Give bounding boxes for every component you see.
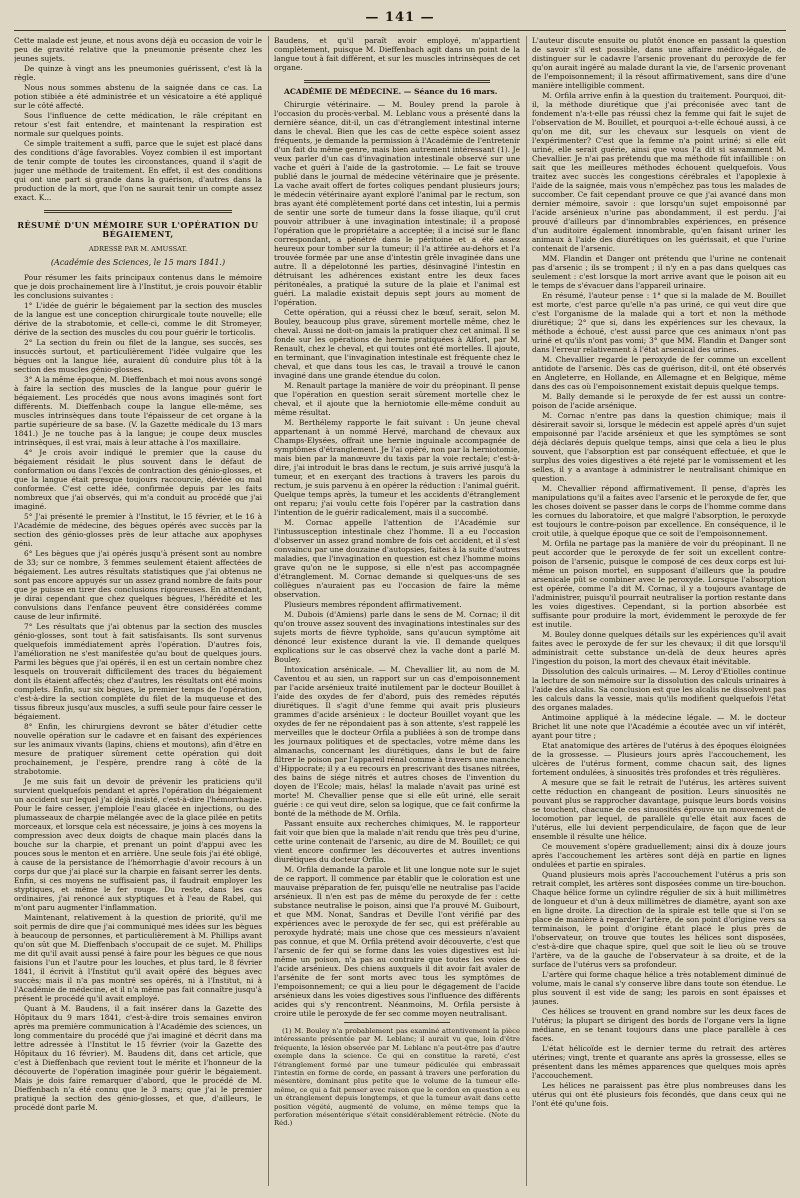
paragraph: M. Bouley donne quelques détails sur les expériences qu'il avait faites avec le peroxyde de fer sur les chevaux; il dit que lorsqu'il administrait cette substance un-delà de deux heures après l'ingestion du poison, la mort des chevaux était inévitable. <box>532 630 786 666</box>
paragraph: Baudens, et qu'il paraît avoir employé, m'appartient complètement, puisque M. Dieffenbach agit dans un point de la langue tout à fait différent, et sur les muscles intrinsèques de cet organe. <box>274 36 520 72</box>
paragraph: M. Chevallier répond affirmativement. Il pense, d'après les manipulations qu'il a faites avec l'arsenic et le peroxyde de fer, que les choses doivent se passer dans le corps de l'homme comme dans les cornues du laboratoire, et que malgré l'absorption, le peroxyde est toujours le contre-poison par excellence. En conséquence, il le croit utile, à quelque époque que ce soit de l'empoisonnement. <box>532 484 786 538</box>
column-divider <box>268 36 269 1186</box>
paragraph: L'auteur discute ensuite ou plutôt énonce en passant la question de savoir s'il est possible, dans une affaire médico-légale, de distinguer sur le cadavre l'arsenic provenant du peroxyde de fer qu'on aurait ingéré au malade durant la vie, de l'arsenic provenant de l'empoisonnement; il la résout affirmativement, sans dire d'une manière intelligible comment. <box>532 36 786 90</box>
footnote-separator <box>344 1022 450 1023</box>
paragraph: Chirurgie vétérinaire. — M. Bouley prend la parole à l'occasion du procès-verbal. M. Leblanc vous a présenté dans la dernière séance, dit-il, un cas d'étranglement intestinal interne dans le cheval. Bien que les cas de cette espèce soient assez fréquents, je demande la permission à l'Académie de l'entretenir d'un fait du même genre, mais bien autrement intéressant (1). Je veux parler d'un cas d'invagination intestinale observé sur une vache et guéri à l'aide de la gastrotomie. — Le fait se trouve publié dans le journal de médecine vétérinaire que je présente. La vache avait offert de fortes coliques pendant plusieurs jours; le médecin vétérinaire ayant exploré l'animal par le rectum, son bras ayant été complètement porté dans cet intestin, lui a permis de sentir une sorte de tumeur dans la fosse iliaque, qu'il crut pouvoir attribuer à une invagination intestinale; il a proposé l'opération que le propriétaire a acceptée; il a incisé sur le flanc correspondant, a pénétré dans le péritoine et a été assez heureux pour tomber sur la tumeur; il l'a attirée au-dehors et l'a trouvée formée par une anse d'intestin grêle invaginée dans une autre. Il a dépelotonné les parties, désinvaginé l'intestin en détruisant les adhérences existant entre les deux faces péritonéales, a pratiqué la suture de la plaie et l'animal est guéri. La maladie existait depuis sept jours au moment de l'opération. <box>274 100 520 307</box>
column-1 <box>14 36 262 1186</box>
paragraph: M. Orfila ne partage pas la manière de voir du préopinant. Il ne peut accorder que le peroxyde de fer soit un excellent contre-poison de l'arsenic, puisque le composé de ces deux corps est lui-même un poison mortel, en supposant d'ailleurs que la poudre arsenicale pût se combiner avec le peroxyde. Lorsque l'absorption est opérée, comme l'a dit M. Cornac, il y a toujours avantage de l'administrer, puisqu'il pourrait neutraliser la portion restante dans les voies digestives. Cependant, si la portion absorbée est suffisante pour produire la mort, évidemment le peroxyde de fer est inutile. <box>532 539 786 629</box>
paragraph: M. Cornac appelle l'attention de l'Académie sur l'intussusception intestinale chez l'homme. Il a eu l'occasion d'observer un assez grand nombre de fois cet accident, et il s'est convaincu par une douzaine d'autopsies, faites à la suite d'autres maladies, que l'invagination en question est chez l'homme moins grave qu'on ne le suppose, si elle n'est pas accompagnée d'étranglement. M. Cornac demande si quelques-uns de ses collègues n'auraient pas eu l'occasion de faire la même observation. <box>274 518 520 599</box>
paragraph: 5° J'ai présenté le premier à l'Institut, le 15 février, et le 16 à l'Académie de médecine, des bègues opérés avec succès par la section des génio-glosses près de leur attache aux apophyses géni. <box>14 512 262 548</box>
paragraph: Cette opération, qui a réussi chez le bœuf, serait, selon M. Bouley, beaucoup plus grave, sûrement mortelle même, chez le cheval. Aussi ne doit-on jamais la pratiquer chez cet animal. Il se fonde sur les opérations de hernie pratiquées à Alfort, par M. Renault, chez le cheval, et qui toutes ont été mortelles. Il ajoute, en terminant, que l'invagination intestinale est fréquente chez le cheval, et que dans tous les cas, le travail a trouvé le canon invaginé dans une grande étendue du colon. <box>274 308 520 380</box>
paragraph: M. Orfila arrive enfin à la question du traitement. Pourquoi, dit-il, la méthode diurétique que j'ai préconisée avec tant de fondement n'a-t-elle pas réussi chez la femme qui fait le sujet de l'observation de M. Bouillet, et pourquoi a-t-elle échoué aussi, à ce qu'on me dit, sur les chevaux sur lesquels on vient de l'expérimenter? C'est que la femme n'a point uriné; si elle eût uriné, elle serait guérie, ainsi que vous l'a dit si savamment M. Chevallier. Je n'ai pas prétendu que ma méthode fût infaillible : on sait que les meilleures méthodes échouent quelquefois. Vous traitez avec succès les congestions cérébrales et l'apoplexie à l'aide de la saignée, mais vous n'empêchez pas tous les malades de succomber. Ce fait cependant prouve ce que j'ai avancé dans mon dernier mémoire, savoir : que lorsqu'un sujet empoisonné par l'acide arsénieux n'urine pas abondamment, il est perdu. J'ai prouvé d'ailleurs par d'innombrables expériences, en présence d'un auditoire également innombrable, qu'en faisant uriner les animaux à l'aide des diurétiques on les guérissait, et que l'urine contenait de l'arsenic. <box>532 91 786 253</box>
paragraph: Ce mouvement s'opère graduellement; ainsi dix à douze jours après l'accouchement les artères sont déjà en partie en lignes ondulées et partie en spirales. <box>532 842 786 869</box>
section-heading: ACADÉMIE DE MÉDECINE. — Séance du 16 mars. <box>284 87 498 96</box>
paragraph: Maintenant, relativement à la question de priorité, qu'il me soit permis de dire que j'ai communiqué mes idées sur les bègues à beaucoup de personnes, et particulièrement à M. Phillips avant qu'on sût que M. Dieffenbach s'occupait de ce sujet. M. Phillips me dit qu'il avait aussi pensé à faire pour les bègues ce que nous faisions l'un et l'autre pour les louches, et plus tard, le 8 février 1841, il écrivit à l'Institut qu'il avait opéré des bègues avec succès; mais il n'a pas montré ses opérés, ni à l'Institut, ni à l'Académie de médecine, et il n'a même pas fait connaître jusqu'à présent le procédé qu'il avait employé. <box>14 913 262 1003</box>
paragraph: M. Renault partage la manière de voir du préopinant. Il pense que l'opération en question serait sûrement mortelle chez le cheval, et il ajoute que la herniotomie elle-même conduit au même résultat. <box>274 381 520 417</box>
paragraph: A mesure que se fait le retrait de l'utérus, les artères suivent cette réduction en changeant de position. Leurs sinuosités ne pouvant plus se rapprocher davantage, puisque leurs bords voisins se touchent, chacune de ces sinuosités éprouve un mouvement de locomotion par lequel, de parallèle qu'elle était aux faces de l'utérus, elle lui devient perpendiculaire, de façon que de leur ensemble il résulte une hélice. <box>532 778 786 841</box>
column-2 <box>274 36 520 1186</box>
footnote <box>274 1027 520 1128</box>
article-title: RÉSUMÉ D'UN MÉMOIRE SUR L'OPÉRATION DU BÉGAIEMENT, <box>17 220 259 239</box>
paragraph: M. Bally demande si le peroxyde de fer est aussi un contre-poison de l'acide arsénique. <box>532 392 786 410</box>
paragraph: 3° A la même époque, M. Dieffenbach et moi nous avons songé à faire la section des muscles de la langue pour guérir le bégaiement. Les procédés que nous avons imaginés sont fort différents. M. Dieffenbach coupe la langue elle-même, ses muscles intrinsèques dans toute l'épaisseur de cet organe à la partie supérieure de sa base. (V. la Gazette médicale du 13 mars 1841.) Je ne touche pas à la langue; je coupe deux muscles intrinsèques, il est vrai, mais à leur attache à l'os maxillaire. <box>14 375 262 447</box>
paragraph: 6° Les bègues que j'ai opérés jusqu'à présent sont au nombre de 33; sur ce nombre, 3 femmes seulement étaient affectées de bégaiement. Les autres résultats statistiques que j'ai obtenus ne sont pas encore appuyés sur un assez grand nombre de faits pour que je puisse en tirer des conclusions rigoureuses. En attendant, je dirai cependant que chez quelques bègues, l'hérédité et les convulsions dans l'enfance peuvent être considérées comme cause de leur infirmité. <box>14 549 262 621</box>
paragraph: Je me suis fait un devoir de prévenir les praticiens qu'il survient quelquefois pendant et après l'opération du bégaiement un accident sur lequel j'ai déjà insisté, c'est-à-dire l'hémorrhagie. Pour le faire cesser, j'emploie l'eau glacée en injections, ou des plumasseaux de charpie mélangée avec de la glace pilée en petits morceaux, et lorsque cela est nécessaire, je joins à ces moyens la compression avec deux doigts de chaque main placés dans la bouche sur la charpie, et prenant un point d'appui avec les pouces sous le menton et en arrière. Une seule fois j'ai été obligé, à cause de la persistance de l'hémorrhagie d'avoir recours à un corps dur que j'ai placé sur la charpie en faisant serrer les dents. Enfin, si ces moyens ne suffisaient pas, il faudrait employer les styptiques, et même le fer rouge. Du reste, dans les cas ordinaires, j'ai renoncé aux styptiques et à l'eau de Rabel, qui m'ont paru augmenter l'inflammation. <box>14 777 262 912</box>
paragraph: 7° Les résultats que j'ai obtenus par la section des muscles génio-glosses, sont tout à fait satisfaisants. Ils sont survenus quelquefois immédiatement après l'opération. D'autres fois, l'amélioration ne s'est manifestée qu'au bout de quelques jours. Parmi les bègues que j'ai opérés, il en est un certain nombre chez lesquels on trouverait difficilement des traces du bégaiement dont ils étaient affectés; chez d'autres, les résultats ont été moins complets. Enfin, sur six bègues, le premier temps de l'opération, c'est-à-dire la section complète du filet de la muqueuse et des tissus fibreux jusqu'aux muscles, a suffi seule pour faire cesser le bégaiement. <box>14 622 262 721</box>
footnote-text: (1) M. Bouley n'a probablement pas examiné attentivement la pièce intéressante présentée par M. Leblanc; il aurait vu que, loin d'être fréquente, la lésion observée par M. Leblanc n'a peut-être pas d'autre exemple dans la science. Ce qui en constitue la rareté, c'est l'étranglement formé par une tumeur pédiculée qui embrassait l'intestin en forme de corde, en passant à travers une perforation du mésentère, dominant plus petite que le volume de la tumeur elle-même, ce qui a fait penser avec raison que le cordon en question a eu un étranglement depuis longtemps, et que la tumeur avait dans cette position végété, augmenté de volume, en même temps que la perforation mésentérique s'était considérablement rétrécie. (Note du Réd.) <box>274 1027 520 1128</box>
paragraph: Pour résumer les faits principaux contenus dans le mémoire que je dois prochainement lire à l'Institut, je crois pouvoir établir les conclusions suivantes : <box>14 273 262 300</box>
column-divider <box>526 36 527 1186</box>
paragraph: Intoxication arsénicale. — M. Chevallier lit, au nom de M. Caventou et au sien, un rapport sur un cas d'empoisonnement par l'acide arsénieux traité inutilement par le docteur Bouillet à l'aide des oxydes de fer d'abord, puis des remèdes réputés diurétiques. Il s'agit d'une femme qui avait pris plusieurs grammes d'acide arsénieux : le docteur Bouillet voyant que les oxydes de fer ne répondaient pas à son attente, s'est rappelé les merveilles que le docteur Orfila a publiées à son de trompe dans les journaux politiques et de spectacles, votre même dans les almanachs, concernant les diurétiques, dans le but de faire filtrer le poison par l'appareil rénal comme à travers une manche d'Hippocrate; il y a eu recours en prescrivant des tisanes nitrées, des bains de siége nitrés et autres choses de l'invention du doyen de l'Ecole; mais, hélas! la malade n'avait pas uriné est morte! M. Chevallier pense que si elle eût uriné, elle serait guérie : ce qui veut dire, selon sa logique, que ce fait confirme la bonté de la méthode de M. Orfila. <box>274 665 520 818</box>
paragraph: M. Berthélemy rapporte le fait suivant : Un jeune cheval appartenant à un nommé Hervé, marchand de chevaux aux Champs-Elysées, offrait une hernie inguinale accompagnée de symptômes d'étranglement. Je l'ai opéré, non par la herniotomie, mais bien par la manœuvre du taxis par la voie rectale; c'est-à-dire, j'ai introduit le bras dans le rectum, je suis arrivé jusqu'à la tumeur, et en exerçant des tractions à travers les parois du rectum, je suis parvenu à en opérer la réduction : l'animal guérit. Quelque temps après, la tumeur et les accidents d'étranglement ont reparu; j'ai voulu cette fois l'opérer par la castration dans l'intention de le guérir radicalement, mais il a succombé. <box>274 418 520 517</box>
paragraph: MM. Flandin et Danger ont prétendu que l'urine ne contenait pas d'arsenic ; ils se trompent ; il n'y en a pas dans quelques cas seulement : c'est lorsque la mort arrive avant que le poison ait eu le temps de s'évacuer dans l'appareil urinaire. <box>532 254 786 290</box>
paragraph: Sous l'influence de cette médication, le râle crépitant en retour s'est fait entendre, et maintenant la respiration est normale sur quelques points. <box>14 111 262 138</box>
paragraph: Nous nous sommes abstenu de la saignée dans ce cas. La potion stibiée a été administrée et un vésicatoire a été appliqué sur le côté affecté. <box>14 83 262 110</box>
paragraph: Ces hélices se trouvent en grand nombre sur les deux faces de l'utérus; la plupart se dirigent des bords de l'organe vers la ligne médiane, en se tenant toujours dans une place parallèle à ces faces. <box>532 1007 786 1043</box>
article-source: (Académie des Sciences, le 15 mars 1841.) <box>50 258 226 267</box>
paragraph: 8° Enfin, les chirurgiens devront se bâter d'étudier cette nouvelle opération sur le cadavre et en faisant des expériences sur les animaux vivants (lapins, chiens et moutons), afin d'être en mesure de pratiquer sûrement cette opération qui doit prochainement, je l'espère, prendre rang à côté de la strabotomie. <box>14 722 262 776</box>
paragraph: Plusieurs membres répondent affirmativement. <box>284 600 462 609</box>
column-3 <box>532 36 786 1186</box>
section-separator <box>304 80 490 83</box>
paragraph: Quant à M. Baudens, il a fait insérer dans la Gazette des Hôpitaux du 9 mars 1841, c'est-à-dire trois semaines environ après ma première communication à l'Académie des sciences, un long commentaire du procédé que j'ai imaginé et décrit dans ma lettre adressée à l'Institut le 15 février (voir la Gazette des Hôpitaux du 16 février). M. Baudens dit, dans cet article, que c'est à Dieffenbach que revient tout le mérite et l'honneur de la découverte de l'opération imaginée pour guérir le bégaiement. Mais je dois faire remarquer d'abord, que le procédé de M. Dieffenbach n'a été connu que le 3 mars; que j'ai le premier pratiqué la section des génio-glosses, et que, d'ailleurs, le procédé dont parle M. <box>14 1004 262 1112</box>
paragraph: M. Cornac n'entre pas dans la question chimique; mais il désirerait savoir si, lorsque le médecin est appelé après d'un sujet empoisonné par l'acide arsénieux et que les symptômes se sont déjà déclarés depuis quelque temps, ainsi que cela a lieu le plus souvent, que l'absorption est par conséquent effectuée, et que le surplus des voies digestives a été rejeté par le vomissement et les selles, il y a avantage à administrer le neutralisant chimique en question. <box>532 411 786 483</box>
paragraph: L'artère qui forme chaque hélice a très notablement diminué de volume, mais le canal s'y conserve libre dans toute son étendue. Le plus souvent il est vide de sang; les parois en sont épaisses et jaunes. <box>532 970 786 1006</box>
paragraph: 1° L'idée de guérir le bégaiement par la section des muscles de la langue est une conception chirurgicale toute nouvelle; elle dérive de la strabotomie, et celle-ci, comme le dit Stromeyer, dérive de la section des muscles du cou pour guérir le torticolis. <box>14 301 262 337</box>
paragraph: M. Orfila demande la parole et lit une longue note sur le sujet de ce rapport. Il commence par établir que le coloration est une mauvaise préparation de fer, puisqu'elle ne neutralise pas l'acide arsénieux. Il n'en est pas de même du peroxyde de fer : cette substance neutralise le poison, ainsi que l'a prouvé M. Guibourt, et que MM. Nonat, Sandras et Deville l'ont vérifié par des expériences avec le peroxyde de fer sec, qui est préférable au peroxyde hydraté; mais une chose que ces messieurs n'avaient pas connue, et que M. Orfila prétend avoir découverte, c'est que l'arsenic de fer qui se forme dans les voies digestives est lui-même un poison, n'a pas au contraire que toutes les voies de l'acide arsénieux. Des chiens auxquels il dit avoir fait avaler de l'arsénite de fer sont morts avec tous les symptômes de l'empoisonnement; ce qui a lieu pour le dégagement de l'acide arsénieux dans les voies digestives sous l'influence des différents acides qui s'y rencontrent. Néanmoins, M. Orfila persiste à croire utile le peroxyde de fer sec comme moyen neutralisant. <box>274 865 520 1018</box>
paragraph: M. Chevallier regarde le peroxyde de fer comme un excellent antidote de l'arsenic. Dès cas de guérison, dit-il, ont été observés en Angleterre, en Hollande, en Allemagne et en Belgique, même dans des cas où l'empoisonnement existait depuis quelque temps. <box>532 355 786 391</box>
header-rule <box>14 30 786 31</box>
paragraph: Ce simple traitement a suffi, parce que le sujet est placé dans des conditions d'âge favorables. Voyez combien il est important de tenir compte de toutes les circonstances, quand il s'agit de juger une méthode de traitement. En effet, il est des conditions qui ont une part si grande dans la guérison, d'autres dans la production de la mort, que l'on ne saurait tenir un compte assez exact. K... <box>14 139 262 202</box>
paragraph: M. Dubois (d'Amiens) parle dans le sens de M. Cornac; il dit qu'on trouve assez souvent des invaginations intestinales sur des sujets morts de fièvre typhoïde, sans qu'aucun symptôme ait dénoncé leur existence durant la vie. Il demande quelques explications sur le cas observé chez la vache dont a parlé M. Bouley. <box>274 610 520 664</box>
paragraph: Passant ensuite aux recherches chimiques, M. le rapporteur fait voir que bien que la malade n'ait rendu que très peu d'urine, cette urine contenait de l'arsenic, au dire de M. Bouillet; ce qui vient encore confirmer les découvertes et autres inventions diurétiques du docteur Orfila. <box>274 819 520 864</box>
paragraph: Cette malade est jeune, et nous avons déjà eu occasion de voir le peu de gravité relative que la pneumonie présente chez les jeunes sujets. <box>14 36 262 63</box>
paragraph: Dissolution des calculs urinaires. — M. Leroy d'Etiolles continue la lecture de son mémoire sur la dissolution des calculs urinaires à l'aide des alcalis. Sa conclusion est que les alcalis ne dissolvent pas les calculs dans la vessie, mais qu'ils modifient quelquefois l'état des organes malades. <box>532 667 786 712</box>
paragraph: De quinze à vingt ans les pneumonies guérissent, c'est là la règle. <box>14 64 262 82</box>
paragraph: Les hélices ne paraissent pas être plus nombreuses dans les utérus qui ont été plusieurs fois fécondés, que dans ceux qui ne l'ont été qu'une fois. <box>532 1081 786 1108</box>
paragraph: L'état hélicoïde est le dernier terme du retrait des artères utérines; vingt, trente et quarante ans après la grossesse, elles se présentent dans les mêmes apparences que quelques mois après l'accouchement. <box>532 1044 786 1080</box>
paragraph: Quand plusieurs mois après l'accouchement l'utérus a pris son retrait complet, les artères sont disposées comme un tire-bouchon. Chaque hélice forme un cylindre régulier de six à huit millimètres de longueur et d'un à deux millimètres de diamètre, ayant son axe en ligne droite. La direction de la spirale est telle que si l'on se place de manière à regarder l'artère, de son point d'origine vers sa terminaison, le point d'origine étant placé le plus près de l'observateur, on trouve que toutes les hélices sont disposées, c'est-à-dire que chaque spire, quel que soit le lieu où se trouve l'artère, va de la gauche de l'observateur à sa droite, et de la surface de l'utérus vers sa profondeur. <box>532 870 786 969</box>
section-separator <box>44 210 232 213</box>
paragraph: Etat anatomique des artères de l'utérus à des époques éloignées de la grossesse. — Plusieurs jours après l'accouchement, les ulcères de l'utérus forment, comme chacun sait, des lignes fortement ondulées, à sinuosités très profondes et très régulières. <box>532 741 786 777</box>
page-number: — 141 — <box>365 10 435 25</box>
paragraph: 2° La section du frein ou filet de la langue, ses succès, ses insuccès surtout, et particulièrement l'idée vulgaire que les bègues ont la langue liée, auraient dû conduire plus tôt à la section des muscles génio-glosses. <box>14 338 262 374</box>
paragraph: Antimoine appliqué à la médecine légale. — M. le docteur Brichet lit une note que l'Académie a écoutée avec un vif intérêt, ayant pour titre ; <box>532 713 786 740</box>
article-author: ADRESSÉ PAR M. AMUSSAT. <box>88 245 188 253</box>
paragraph: 4° Je crois avoir indiqué le premier que la cause du bégaiement résidait le plus souvent dans le défaut de conformation ou dans l'excès de contraction des génio-glosses, et que la langue était presque toujours raccourcie, déviée ou mal conformée. C'est cette idée, confirmée depuis par les faits nombreux que j'ai observés, qui m'a conduit au procédé que j'ai imaginé. <box>14 448 262 511</box>
paragraph: En résumé, l'auteur pense : 1° que si la malade de M. Bouillet est morte, c'est parce qu'elle n'a pas uriné, ce qui veut dire que c'est l'organisme de la malade qui a tort et non la méthode diurétique; 2° que si, dans les expériences sur les chevaux, la méthode a échoué, c'est aussi parce que ces animaux n'ont pas uriné et qu'ils n'ont pas vomi; 3° que MM. Flandin et Danger sont dans l'erreur relativement à l'état arsenical des urines. <box>532 291 786 354</box>
